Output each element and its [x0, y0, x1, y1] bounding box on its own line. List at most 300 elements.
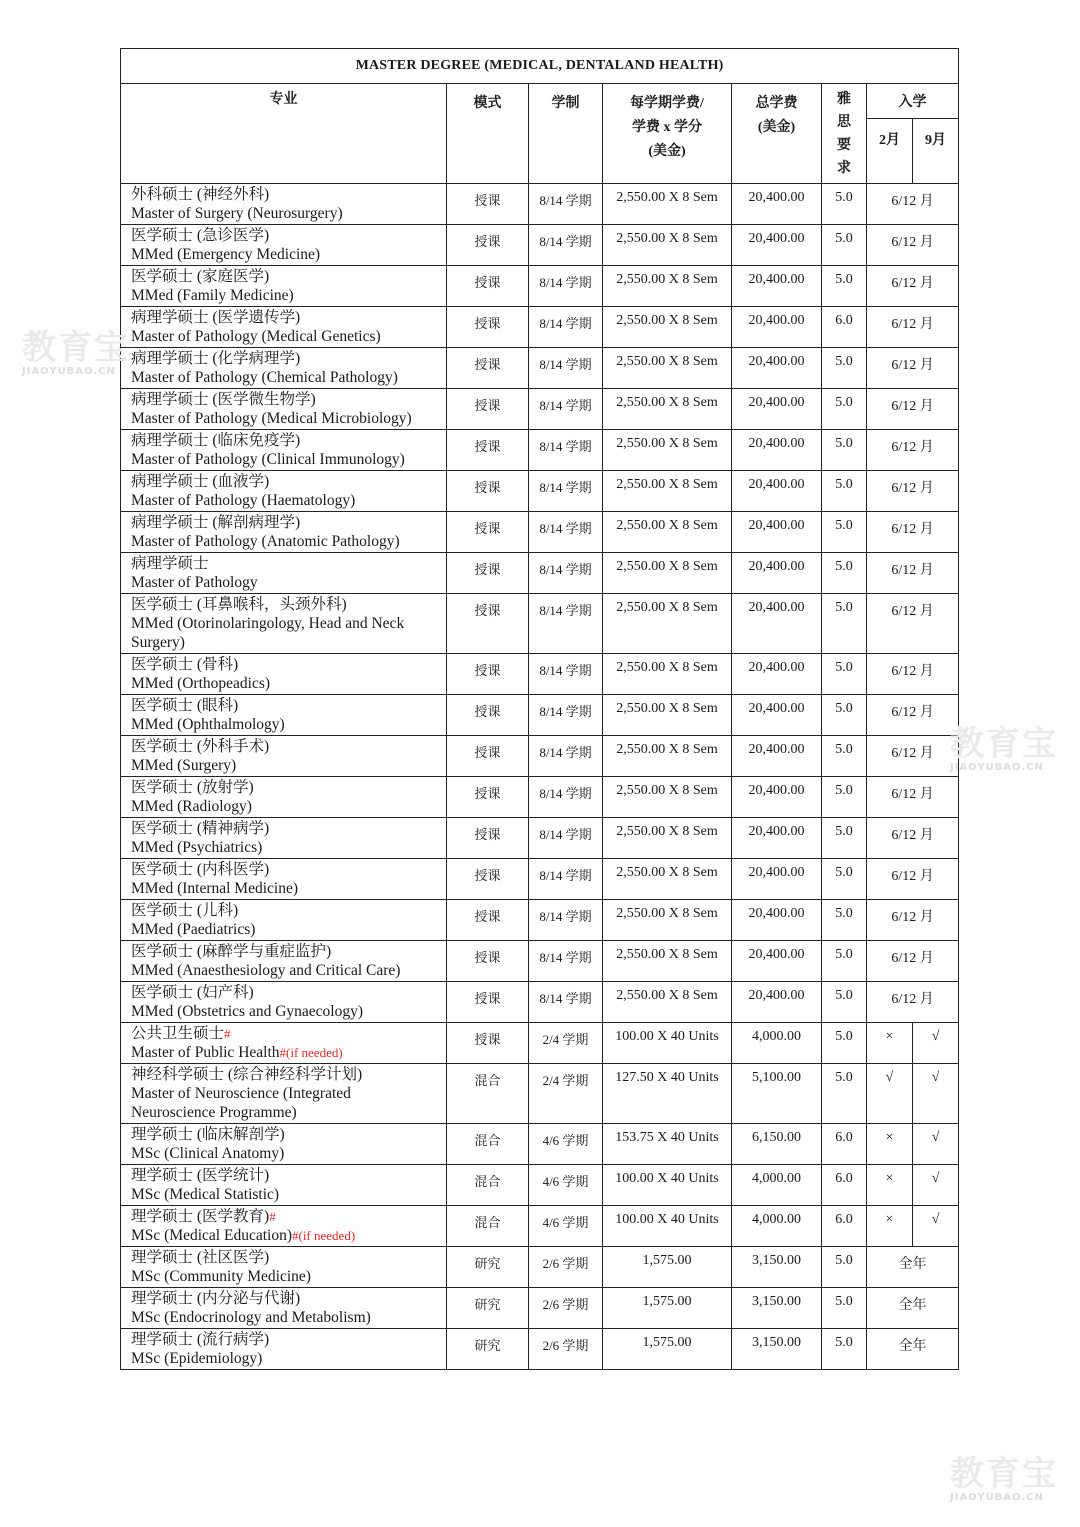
- major-name-zh: [131, 226, 446, 245]
- total-cell: 20,400.00: [732, 553, 822, 594]
- total-cell: 20,400.00: [732, 818, 822, 859]
- major-name-en-text: Master of Pathology (Clinical Immunology): [131, 451, 405, 468]
- major-name-en-text: MMed (Orthopeadics): [131, 675, 271, 692]
- major-name-en: [131, 614, 446, 633]
- mode-cell: 授课: [447, 777, 529, 818]
- major-name-en: [131, 1349, 446, 1368]
- major-cell: [121, 266, 447, 307]
- fee-cell: 2,550.00 X 8 Sem: [603, 736, 732, 777]
- watermark-left: [22, 330, 130, 377]
- table-row: [121, 736, 959, 777]
- ielts-cell: 6.0: [822, 1165, 867, 1206]
- major-cell: [121, 695, 447, 736]
- major-cell: [121, 982, 447, 1023]
- major-cell: [121, 225, 447, 266]
- major-cell: [121, 1288, 447, 1329]
- header-fee-per-semester: [603, 84, 732, 184]
- mode-cell: 授课: [447, 184, 529, 225]
- total-cell: 3,150.00: [732, 1247, 822, 1288]
- major-name-zh: [131, 819, 446, 838]
- duration-cell: 8/14 学期: [529, 348, 603, 389]
- major-name-zh: [131, 554, 446, 573]
- total-cell: 3,150.00: [732, 1329, 822, 1370]
- fee-cell: 127.50 X 40 Units: [603, 1064, 732, 1124]
- intake-cell: 6/12 月: [867, 553, 959, 594]
- major-name-zh: [131, 942, 446, 961]
- major-name-zh: [131, 860, 446, 879]
- major-cell: [121, 389, 447, 430]
- if-needed-note: #(if needed): [279, 1045, 343, 1060]
- major-name-zh: [131, 1065, 446, 1084]
- major-name-en: [131, 573, 446, 592]
- major-name-en: [131, 245, 446, 264]
- major-name-zh: [131, 595, 446, 614]
- header-ielts: [822, 84, 867, 184]
- major-name-zh-text: 医学硕士 (耳鼻喉科，头颈外科): [131, 596, 347, 613]
- tuition-table: [120, 48, 959, 1370]
- if-needed-note: #(if needed): [291, 1228, 356, 1243]
- header-ielts-char-3: 要: [837, 138, 851, 153]
- header-intake-feb: 2月: [867, 119, 913, 184]
- major-name-zh-text: 病理学硕士 (解剖病理学): [131, 514, 301, 531]
- major-name-zh-text: 病理学硕士 (医学微生物学): [131, 391, 316, 408]
- intake-cell: 6/12 月: [867, 859, 959, 900]
- mode-cell: 授课: [447, 348, 529, 389]
- fee-cell: 2,550.00 X 8 Sem: [603, 654, 732, 695]
- major-name-zh: [131, 1024, 446, 1043]
- fee-cell: 100.00 X 40 Units: [603, 1023, 732, 1064]
- table-row: [121, 1288, 959, 1329]
- table-row: [121, 1023, 959, 1064]
- major-name-en: [131, 920, 446, 939]
- table-row: [121, 266, 959, 307]
- major-name-zh-text: 病理学硕士 (医学遗传学): [131, 309, 301, 326]
- fee-cell: 2,550.00 X 8 Sem: [603, 818, 732, 859]
- ielts-cell: 6.0: [822, 1124, 867, 1165]
- duration-cell: 2/4 学期: [529, 1023, 603, 1064]
- fee-cell: 2,550.00 X 8 Sem: [603, 389, 732, 430]
- intake-sep-cell: √: [913, 1124, 959, 1165]
- total-cell: 20,400.00: [732, 777, 822, 818]
- ielts-cell: 5.0: [822, 348, 867, 389]
- major-name-en-text: Master of Pathology (Medical Genetics): [131, 328, 381, 345]
- major-cell: [121, 1165, 447, 1206]
- major-cell: [121, 1064, 447, 1124]
- major-name-en: [131, 1084, 446, 1103]
- duration-cell: 8/14 学期: [529, 654, 603, 695]
- intake-cell: 6/12 月: [867, 777, 959, 818]
- ielts-cell: 5.0: [822, 471, 867, 512]
- major-cell: [121, 1023, 447, 1064]
- total-cell: 20,400.00: [732, 859, 822, 900]
- major-cell: [121, 777, 447, 818]
- major-cell: [121, 594, 447, 654]
- fee-cell: 2,550.00 X 8 Sem: [603, 941, 732, 982]
- table-row: [121, 594, 959, 654]
- table-row: [121, 225, 959, 266]
- total-cell: 20,400.00: [732, 900, 822, 941]
- header-intake-sep: 9月: [913, 119, 959, 184]
- duration-cell: 8/14 学期: [529, 777, 603, 818]
- total-cell: 20,400.00: [732, 982, 822, 1023]
- intake-cell: 全年: [867, 1247, 959, 1288]
- duration-cell: 8/14 学期: [529, 266, 603, 307]
- major-name-en: [131, 756, 446, 775]
- mode-cell: 授课: [447, 982, 529, 1023]
- major-name-zh-text: 医学硕士 (内科医学): [131, 861, 270, 878]
- watermark-domain: JIAOYUBAO.CN: [950, 1492, 1044, 1503]
- major-name-en: [131, 1267, 446, 1286]
- table-row: [121, 695, 959, 736]
- table-row: [121, 553, 959, 594]
- fee-cell: 2,550.00 X 8 Sem: [603, 900, 732, 941]
- intake-cell: 6/12 月: [867, 307, 959, 348]
- major-name-zh-text: 医学硕士 (外科手术): [131, 738, 270, 755]
- major-cell: [121, 941, 447, 982]
- fee-cell: 2,550.00 X 8 Sem: [603, 859, 732, 900]
- major-name-zh-text: 医学硕士 (家庭医学): [131, 268, 270, 285]
- major-cell: [121, 654, 447, 695]
- major-name-en-text: MMed (Internal Medicine): [131, 880, 298, 897]
- major-name-en-text: MMed (Otorinolaringology, Head and Neck: [131, 615, 405, 632]
- major-cell: [121, 818, 447, 859]
- major-name-en-text: Master of Pathology (Haematology): [131, 492, 356, 509]
- table-body: [121, 184, 959, 1370]
- intake-feb-cell: ×: [867, 1124, 913, 1165]
- ielts-cell: 6.0: [822, 1206, 867, 1247]
- duration-cell: 8/14 学期: [529, 695, 603, 736]
- total-cell: 5,100.00: [732, 1064, 822, 1124]
- major-name-zh: [131, 1166, 446, 1185]
- total-cell: 20,400.00: [732, 695, 822, 736]
- total-cell: 20,400.00: [732, 941, 822, 982]
- ielts-cell: 5.0: [822, 1247, 867, 1288]
- major-name-en: [131, 1308, 446, 1327]
- table-row: [121, 1124, 959, 1165]
- major-cell: [121, 1206, 447, 1247]
- mode-cell: 研究: [447, 1329, 529, 1370]
- major-name-en-cont: Surgery): [131, 634, 185, 651]
- major-name-en-text: MMed (Obstetrics and Gynaecology): [131, 1003, 364, 1020]
- intake-cell: 6/12 月: [867, 818, 959, 859]
- ielts-cell: 5.0: [822, 941, 867, 982]
- header-ielts-char-4: 求: [837, 161, 851, 176]
- major-name-zh-text: 医学硕士 (急诊医学): [131, 227, 270, 244]
- major-name-en-text: MSc (Medical Statistic): [131, 1186, 280, 1203]
- total-cell: 20,400.00: [732, 307, 822, 348]
- table-row: [121, 512, 959, 553]
- major-name-en-text: Master of Public Health: [131, 1044, 280, 1061]
- major-name-zh: [131, 983, 446, 1002]
- header-fee-line-2: 学费 x 学分: [632, 120, 702, 135]
- mode-cell: 授课: [447, 818, 529, 859]
- major-name-en: [131, 797, 446, 816]
- major-name-zh-text: 理学硕士 (医学教育): [131, 1208, 270, 1225]
- duration-cell: 8/14 学期: [529, 736, 603, 777]
- intake-sep-cell: √: [913, 1165, 959, 1206]
- table-row: [121, 184, 959, 225]
- mode-cell: 授课: [447, 695, 529, 736]
- intake-cell: 6/12 月: [867, 982, 959, 1023]
- intake-sep-cell: √: [913, 1064, 959, 1124]
- major-cell: [121, 1247, 447, 1288]
- ielts-cell: 5.0: [822, 430, 867, 471]
- watermark-brand: 教育宝: [22, 328, 130, 368]
- mode-cell: 混合: [447, 1165, 529, 1206]
- header-total-fee: [732, 84, 822, 184]
- intake-feb-cell: ×: [867, 1206, 913, 1247]
- major-cell: [121, 1329, 447, 1370]
- major-name-en: [131, 961, 446, 980]
- ielts-cell: 5.0: [822, 1064, 867, 1124]
- duration-cell: 8/14 学期: [529, 859, 603, 900]
- table-row: [121, 1064, 959, 1124]
- ielts-cell: 5.0: [822, 266, 867, 307]
- duration-cell: 2/6 学期: [529, 1288, 603, 1329]
- major-name-zh: [131, 778, 446, 797]
- major-cell: [121, 859, 447, 900]
- fee-cell: 1,575.00: [603, 1247, 732, 1288]
- total-cell: 6,150.00: [732, 1124, 822, 1165]
- major-name-zh-text: 理学硕士 (医学统计): [131, 1167, 270, 1184]
- major-name-en-text: MMed (Radiology): [131, 798, 252, 815]
- major-name-en-text: MMed (Emergency Medicine): [131, 246, 321, 263]
- intake-cell: 6/12 月: [867, 225, 959, 266]
- total-cell: 4,000.00: [732, 1206, 822, 1247]
- total-cell: 20,400.00: [732, 225, 822, 266]
- ielts-cell: 5.0: [822, 859, 867, 900]
- fee-cell: 2,550.00 X 8 Sem: [603, 982, 732, 1023]
- mode-cell: 授课: [447, 225, 529, 266]
- duration-cell: 2/6 学期: [529, 1329, 603, 1370]
- major-name-zh-text: 病理学硕士 (化学病理学): [131, 350, 301, 367]
- table-row: [121, 900, 959, 941]
- major-name-en-text: MSc (Epidemiology): [131, 1350, 263, 1367]
- major-name-zh: [131, 901, 446, 920]
- ielts-cell: 5.0: [822, 1023, 867, 1064]
- fee-cell: 2,550.00 X 8 Sem: [603, 184, 732, 225]
- fee-cell: 2,550.00 X 8 Sem: [603, 695, 732, 736]
- intake-cell: 6/12 月: [867, 266, 959, 307]
- fee-cell: 2,550.00 X 8 Sem: [603, 430, 732, 471]
- intake-cell: 6/12 月: [867, 389, 959, 430]
- header-total-line-2: (美金): [757, 120, 796, 135]
- fee-cell: 100.00 X 40 Units: [603, 1206, 732, 1247]
- table-row: [121, 941, 959, 982]
- needed-mark: #: [224, 1026, 231, 1041]
- table-row: [121, 1206, 959, 1247]
- major-name-zh-text: 病理学硕士 (临床免疫学): [131, 432, 301, 449]
- intake-feb-cell: √: [867, 1064, 913, 1124]
- duration-cell: 8/14 学期: [529, 982, 603, 1023]
- major-name-en: [131, 1185, 446, 1204]
- total-cell: 20,400.00: [732, 184, 822, 225]
- major-name-zh: [131, 1289, 446, 1308]
- major-name-zh: [131, 308, 446, 327]
- major-cell: [121, 307, 447, 348]
- duration-cell: 8/14 学期: [529, 941, 603, 982]
- mode-cell: 授课: [447, 307, 529, 348]
- table-row: [121, 1165, 959, 1206]
- fee-cell: 2,550.00 X 8 Sem: [603, 225, 732, 266]
- major-cell: [121, 348, 447, 389]
- total-cell: 20,400.00: [732, 736, 822, 777]
- major-name-zh: [131, 267, 446, 286]
- duration-cell: 4/6 学期: [529, 1124, 603, 1165]
- major-cell: [121, 900, 447, 941]
- major-name-zh: [131, 1207, 446, 1226]
- major-name-zh: [131, 655, 446, 674]
- major-name-en-text: Master of Surgery (Neurosurgery): [131, 205, 343, 222]
- major-name-en-text: MSc (Community Medicine): [131, 1268, 311, 1285]
- major-name-zh-text: 理学硕士 (社区医学): [131, 1249, 270, 1266]
- header-major: 专业: [121, 84, 447, 184]
- mode-cell: 混合: [447, 1124, 529, 1165]
- header-ielts-char-2: 思: [837, 115, 851, 130]
- intake-cell: 6/12 月: [867, 430, 959, 471]
- major-name-zh-text: 医学硕士 (眼科): [131, 697, 239, 714]
- major-cell: [121, 430, 447, 471]
- header-mode: 模式: [447, 84, 529, 184]
- header-ielts-char-1: 雅: [837, 92, 851, 107]
- ielts-cell: 5.0: [822, 654, 867, 695]
- table-row: [121, 859, 959, 900]
- intake-cell: 6/12 月: [867, 654, 959, 695]
- major-name-en-text: MSc (Clinical Anatomy): [131, 1145, 285, 1162]
- ielts-cell: 6.0: [822, 307, 867, 348]
- mode-cell: 混合: [447, 1206, 529, 1247]
- major-name-en: [131, 532, 446, 551]
- major-name-en-text: MMed (Family Medicine): [131, 287, 294, 304]
- major-cell: [121, 553, 447, 594]
- duration-cell: 8/14 学期: [529, 430, 603, 471]
- watermark-brand: 教育宝: [950, 1454, 1058, 1494]
- intake-cell: 6/12 月: [867, 348, 959, 389]
- watermark-right: [950, 726, 1058, 773]
- table-row: [121, 1329, 959, 1370]
- duration-cell: 2/6 学期: [529, 1247, 603, 1288]
- total-cell: 20,400.00: [732, 266, 822, 307]
- mode-cell: 授课: [447, 736, 529, 777]
- mode-cell: 研究: [447, 1288, 529, 1329]
- ielts-cell: 5.0: [822, 736, 867, 777]
- fee-cell: 153.75 X 40 Units: [603, 1124, 732, 1165]
- major-name-zh: [131, 431, 446, 450]
- intake-cell: 6/12 月: [867, 900, 959, 941]
- major-name-en: [131, 674, 446, 693]
- fee-cell: 2,550.00 X 8 Sem: [603, 594, 732, 654]
- needed-mark: #: [269, 1209, 276, 1224]
- intake-cell: 6/12 月: [867, 594, 959, 654]
- ielts-cell: 5.0: [822, 553, 867, 594]
- major-cell: [121, 1124, 447, 1165]
- intake-cell: 6/12 月: [867, 736, 959, 777]
- major-name-en-text: MMed (Psychiatrics): [131, 839, 263, 856]
- mode-cell: 授课: [447, 430, 529, 471]
- major-name-zh: [131, 513, 446, 532]
- total-cell: 4,000.00: [732, 1165, 822, 1206]
- ielts-cell: 5.0: [822, 225, 867, 266]
- total-cell: 20,400.00: [732, 594, 822, 654]
- major-name-en-text: Master of Pathology (Medical Microbiology): [131, 410, 412, 427]
- ielts-cell: 5.0: [822, 695, 867, 736]
- intake-feb-cell: ×: [867, 1165, 913, 1206]
- mode-cell: 混合: [447, 1064, 529, 1124]
- major-name-en: [131, 286, 446, 305]
- major-name-en: [131, 450, 446, 469]
- duration-cell: 8/14 学期: [529, 818, 603, 859]
- intake-sep-cell: √: [913, 1206, 959, 1247]
- duration-cell: 8/14 学期: [529, 512, 603, 553]
- major-cell: [121, 184, 447, 225]
- ielts-cell: 5.0: [822, 389, 867, 430]
- mode-cell: 授课: [447, 266, 529, 307]
- mode-cell: 授课: [447, 512, 529, 553]
- fee-cell: 2,550.00 X 8 Sem: [603, 307, 732, 348]
- major-name-zh-text: 理学硕士 (临床解剖学): [131, 1126, 285, 1143]
- table-row: [121, 818, 959, 859]
- intake-cell: 6/12 月: [867, 512, 959, 553]
- major-name-en: [131, 1002, 446, 1021]
- intake-cell: 6/12 月: [867, 941, 959, 982]
- total-cell: 20,400.00: [732, 348, 822, 389]
- total-cell: 4,000.00: [732, 1023, 822, 1064]
- duration-cell: 8/14 学期: [529, 184, 603, 225]
- fee-cell: 1,575.00: [603, 1288, 732, 1329]
- major-name-en-text: MSc (Endocrinology and Metabolism): [131, 1309, 371, 1326]
- duration-cell: 8/14 学期: [529, 594, 603, 654]
- table-row: [121, 389, 959, 430]
- major-name-zh: [131, 390, 446, 409]
- intake-cell: 全年: [867, 1288, 959, 1329]
- major-name-en: [131, 1144, 446, 1163]
- intake-feb-cell: ×: [867, 1023, 913, 1064]
- mode-cell: 研究: [447, 1247, 529, 1288]
- total-cell: 20,400.00: [732, 389, 822, 430]
- major-name-en-text: MMed (Anaesthesiology and Critical Care): [131, 962, 401, 979]
- major-name-en: [131, 368, 446, 387]
- major-name-en: [131, 491, 446, 510]
- mode-cell: 授课: [447, 654, 529, 695]
- major-name-en: [131, 327, 446, 346]
- major-name-zh: [131, 696, 446, 715]
- major-name-en: [131, 838, 446, 857]
- duration-cell: 8/14 学期: [529, 307, 603, 348]
- header-total-line-1: 总学费: [755, 96, 798, 111]
- major-name-en-text: Master of Pathology (Chemical Pathology): [131, 369, 398, 386]
- major-name-zh: [131, 349, 446, 368]
- duration-cell: 8/14 学期: [529, 471, 603, 512]
- fee-cell: 2,550.00 X 8 Sem: [603, 777, 732, 818]
- intake-cell: 全年: [867, 1329, 959, 1370]
- major-name-zh-text: 神经科学硕士 (综合神经科学计划): [131, 1066, 363, 1083]
- major-name-en-text: Master of Pathology: [131, 574, 258, 591]
- header-fee-line-1: 每学期学费/: [630, 96, 704, 111]
- major-name-zh: [131, 472, 446, 491]
- major-name-zh-text: 理学硕士 (内分泌与代谢): [131, 1290, 301, 1307]
- major-name-zh-text: 医学硕士 (放射学): [131, 779, 254, 796]
- fee-cell: 2,550.00 X 8 Sem: [603, 266, 732, 307]
- table-row: [121, 471, 959, 512]
- watermark-bottom: [950, 1456, 1058, 1503]
- mode-cell: 授课: [447, 900, 529, 941]
- header-duration: 学制: [529, 84, 603, 184]
- mode-cell: 授课: [447, 553, 529, 594]
- major-cell: [121, 736, 447, 777]
- total-cell: 3,150.00: [732, 1288, 822, 1329]
- major-name-en: [131, 715, 446, 734]
- ielts-cell: 5.0: [822, 900, 867, 941]
